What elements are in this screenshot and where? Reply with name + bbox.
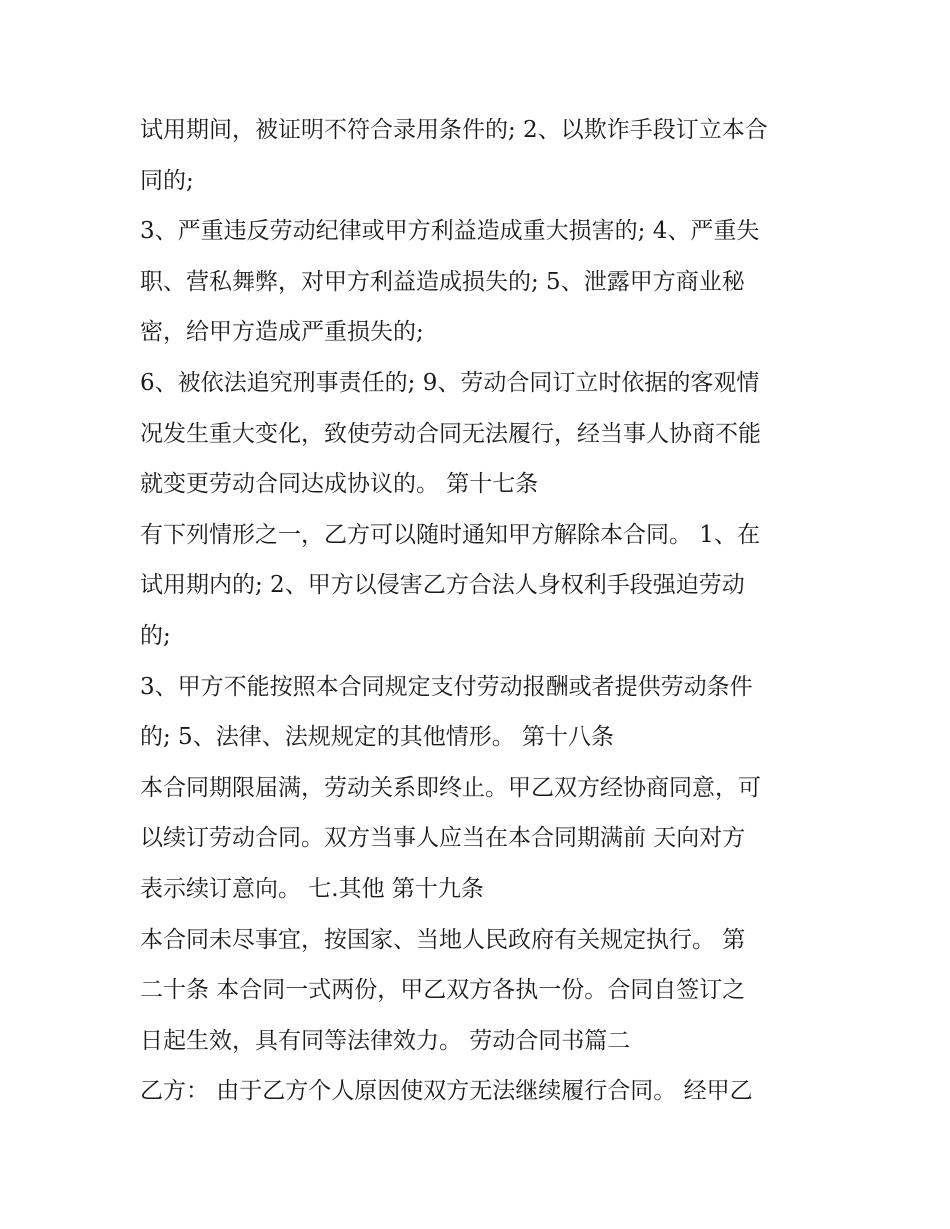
text-line: 表示续订意向。 七.其他 第十九条 [140, 875, 484, 902]
text-line: 本合同未尽事宜，按国家、当地人民政府有关规定执行。 第 [140, 926, 746, 953]
text-line: 试用期间，被证明不符合录用条件的; 2、以欺诈手段订立本合 [140, 117, 768, 143]
text-line: 就变更劳动合同达成协议的。 第十七条 [140, 471, 539, 498]
text-line: 本合同期限届满，劳动关系即终止。甲乙双方经协商同意，可 [140, 774, 761, 801]
text-line: 3、严重违反劳动纪律或甲方利益造成重大损害的; 4、严重失 [140, 218, 760, 245]
text-line: 同的; [140, 167, 194, 194]
text-line: 日起生效，具有同等法律效力。 劳动合同书篇二 [140, 1027, 631, 1054]
text-line: 况发生重大变化，致使劳动合同无法履行，经当事人协商不能 [140, 420, 761, 447]
text-line: 职、营私舞弊，对甲方利益造成损失的; 5、泄露甲方商业秘 [140, 268, 745, 295]
text-line: 乙方： 由于乙方个人原因使双方无法继续履行合同。 经甲乙 [140, 1078, 753, 1105]
text-line: 以续订劳动合同。双方当事人应当在本合同期满前 天向对方 [140, 825, 746, 852]
text-line: 3、甲方不能按照本合同规定支付劳动报酬或者提供劳动条件 [140, 673, 753, 700]
text-line: 密，给甲方造成严重损失的; [140, 319, 424, 346]
text-line: 的; [140, 622, 171, 649]
text-line: 的; 5、法律、法规规定的其他情形。 第十八条 [140, 724, 615, 751]
text-line: 试用期内的; 2、甲方以侵害乙方合法人身权利手段强迫劳动 [140, 572, 745, 599]
text-line: 有下列情形之一，乙方可以随时通知甲方解除本合同。 1、在 [140, 521, 760, 548]
text-line: 二十条 本合同一式两份，甲乙双方各执一份。合同自签订之 [140, 977, 746, 1004]
text-line: 6、被依法追究刑事责任的; 9、劳动合同订立时依据的客观情 [140, 369, 760, 396]
document-body [140, 105, 820, 1117]
